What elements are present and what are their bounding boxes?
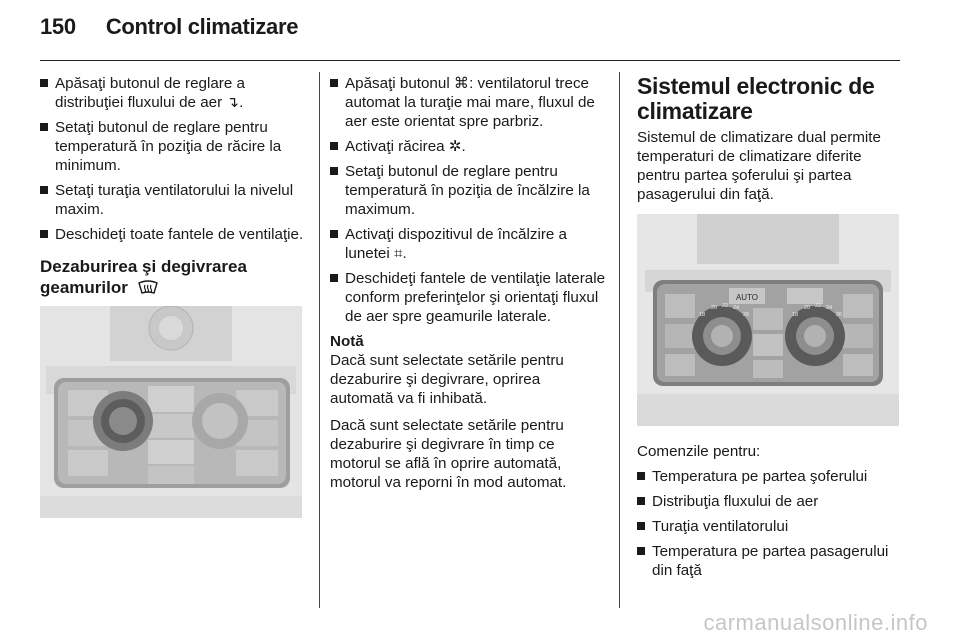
note-label: Notă xyxy=(330,333,364,350)
note-paragraph: Dacă sunt selectate setările pentru dezaburire şi degivrare, oprirea automată va fi inhibată. xyxy=(330,352,564,407)
page-header xyxy=(40,14,298,54)
list-item: Activaţi răcirea ✲. xyxy=(330,137,606,156)
scale-label: 18 xyxy=(792,312,799,318)
controls-list xyxy=(637,467,903,580)
scale-label: 20 xyxy=(711,305,718,311)
climate-control-photo-manual xyxy=(40,306,302,518)
list-item: Activaţi dispozitivul de încălzire a lunetei ⌗. xyxy=(330,225,606,263)
header-rule xyxy=(40,60,900,61)
list-item: Distribuţia fluxului de aer xyxy=(637,492,903,511)
climate-panel-image xyxy=(40,306,302,518)
column-1 xyxy=(40,74,308,518)
scale-label: 22 xyxy=(815,303,822,309)
column-divider xyxy=(319,72,320,608)
scale-label: 26 xyxy=(743,312,750,318)
auto-label: AUTO xyxy=(735,293,759,302)
page-title: Control climatizare xyxy=(105,14,299,39)
intro-paragraph: Sistemul de climatizare dual permite temperaturi de climatizare diferite pentru partea şoferului şi partea pasagerului din faţă. xyxy=(637,129,881,203)
list-item: Deschideţi fantele de ventilaţie laterale conform preferinţelor şi orientaţi fluxul de aer spre geamurile laterale. xyxy=(330,269,606,326)
list-item: Apăsaţi butonul ⌘: ventilatorul trece automat la turaţie mai mare, fluxul de aer este orientat spre parbriz. xyxy=(330,74,606,131)
scale-label: 26 xyxy=(836,312,843,318)
climate-control-photo-electronic xyxy=(637,214,899,426)
list-item: Temperatura pe partea pasagerului din faţă xyxy=(637,542,903,580)
electronic-climate-panel-image xyxy=(637,214,899,426)
column-3 xyxy=(637,74,903,586)
steps-list xyxy=(40,74,308,244)
windscreen-defrost-icon xyxy=(137,279,159,295)
scale-label: 24 xyxy=(733,305,740,311)
column-2 xyxy=(330,74,606,500)
section-heading: Sistemul electronic de climatizare xyxy=(637,73,875,124)
section-subheading: Dezaburirea şi degivrarea geamurilor xyxy=(40,257,247,297)
steps-list xyxy=(330,74,606,326)
note-paragraph: Dacă sunt selectate setările pentru dezaburire şi degivrare în timp ce motorul se află în oprire automată, motorul va reporni în mod automat. xyxy=(330,417,567,491)
scale-label: 20 xyxy=(804,305,811,311)
list-item: Setaţi turaţia ventilatorului la nivelul maxim. xyxy=(40,181,308,219)
watermark: carmanualsonline.info xyxy=(703,610,928,635)
list-item: Setaţi butonul de reglare pentru temperatură în poziţia de răcire la minimum. xyxy=(40,118,308,175)
list-item: Deschideţi toate fantele de ventilaţie. xyxy=(40,225,308,244)
controls-intro: Comenzile pentru: xyxy=(637,443,761,460)
scale-label: 24 xyxy=(826,305,833,311)
page-number: 150 xyxy=(40,14,76,39)
list-item: Setaţi butonul de reglare pentru temperatură în poziţia de încălzire la maximum. xyxy=(330,162,606,219)
list-item: Temperatura pe partea şoferului xyxy=(637,467,903,486)
column-divider xyxy=(619,72,620,608)
list-item: Turaţia ventilatorului xyxy=(637,517,903,536)
list-item: Apăsaţi butonul de reglare a distribuţiei fluxului de aer ↴. xyxy=(40,74,308,112)
scale-label: 22 xyxy=(722,303,729,309)
note-box xyxy=(330,332,606,492)
scale-label: 18 xyxy=(699,312,706,318)
